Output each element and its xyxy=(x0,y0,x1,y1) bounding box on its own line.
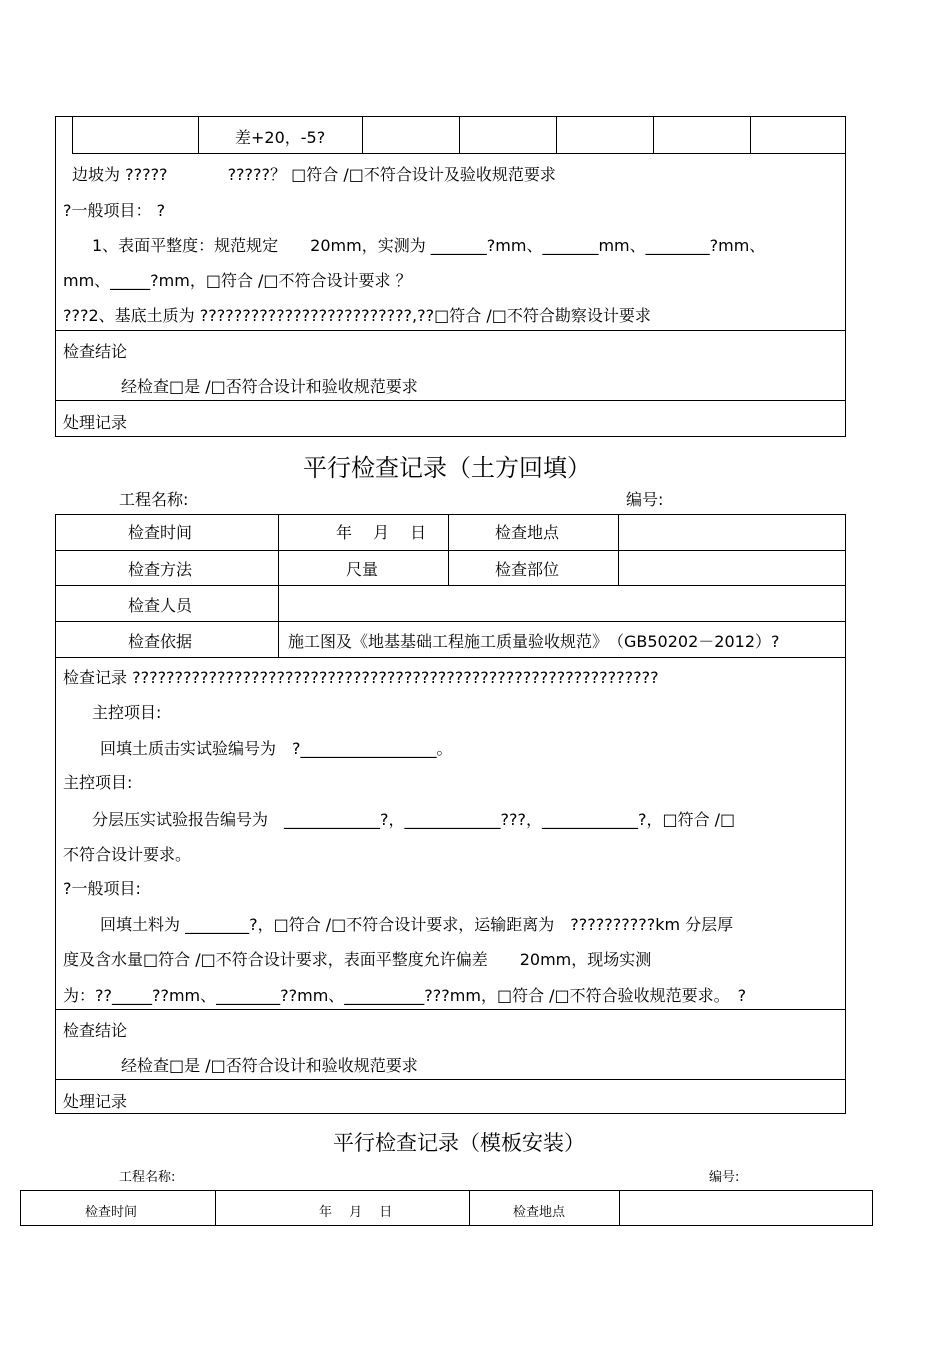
conclusion-text-2: 经检查□是 /□否符合设计和验收规范要求 xyxy=(121,1056,418,1075)
time-value-2: 年 月 日 xyxy=(336,523,427,542)
flatness-line-2: mm、_____?mm，□符合 /□不符合设计要求 ？ xyxy=(63,271,412,290)
main1-text: 回填土质击实试验编号为 ?_________________。 xyxy=(100,739,453,758)
flatness-line-1: 1、表面平整度：规范规定 20mm，实测为 _______?mm、_______mm、________?mm、 xyxy=(92,236,766,255)
conclusion-label-1: 检查结论 xyxy=(63,342,128,361)
general-line-1: 回填土料为 ________?，□符合 /□不符合设计要求，运输距离为 ??????????km 分层厚 xyxy=(100,915,734,934)
staff-label-2: 检查人员 xyxy=(128,596,193,615)
place-label-2: 检查地点 xyxy=(495,523,560,542)
time-value-3: 年 月 日 xyxy=(319,1205,393,1220)
method-label-2: 检查方法 xyxy=(128,560,193,579)
place-label-3: 检查地点 xyxy=(513,1205,566,1220)
record-heading-2: 检查记录 ?????????????????????????????????????????????????????????????? xyxy=(63,668,659,687)
record-label-1: 处理记录 xyxy=(63,413,128,432)
part-label-2: 检查部位 xyxy=(495,560,560,579)
soil-line: ???2、基底土质为 ?????????????????????????,??□符合 /□不符合勘察设计要求 xyxy=(63,306,651,325)
main2-text-2: 不符合设计要求。 xyxy=(63,845,192,864)
main2-text: 分层压实试验报告编号为 ____________?，____________???，____________?，□符合 /□ xyxy=(92,810,736,829)
main1-heading: 主控项目: xyxy=(92,703,162,722)
section2-title: 平行检查记录（土方回填） xyxy=(303,454,591,482)
general-line-2: 度及含水量□符合 /□不符合设计要求，表面平整度允许偏差 20mm，现场实测 xyxy=(63,950,652,969)
general-heading-2: ?一般项目: xyxy=(63,879,141,898)
basis-value-2: 施工图及《地基基础工程施工质量验收规范》 （GB50202－2012）? xyxy=(288,632,780,651)
time-label-3: 检查时间 xyxy=(85,1205,138,1220)
section3-title: 平行检查记录（模板安装） xyxy=(333,1131,585,1155)
general-heading-1: ?一般项目： ? xyxy=(63,201,166,220)
main2-heading: 主控项目: xyxy=(63,773,133,792)
record-label-2: 处理记录 xyxy=(63,1092,128,1111)
project-label-2: 工程名称: xyxy=(119,490,189,509)
conclusion-text-1: 经检查□是 /□否符合设计和验收规范要求 xyxy=(121,377,418,396)
slope-value: ?????？ xyxy=(227,165,287,184)
project-label-3: 工程名称: xyxy=(119,1170,176,1185)
method-value-2: 尺量 xyxy=(346,560,379,579)
basis-label-2: 检查依据 xyxy=(128,632,193,651)
number-label-3: 编号: xyxy=(709,1170,740,1185)
number-label-2: 编号: xyxy=(626,490,664,509)
slope-result: □符合 /□不符合设计及验收规范要求 xyxy=(291,165,556,184)
section3-table xyxy=(20,1190,873,1226)
conclusion-label-2: 检查结论 xyxy=(63,1021,128,1040)
general-line-3: 为：??_____??mm、________??mm、__________???mm，□符合 /□不符合验收规范要求。 ? xyxy=(63,986,747,1005)
deviation-cell: 差+20，-5? xyxy=(235,128,326,147)
slope-text xyxy=(72,165,556,185)
time-label-2: 检查时间 xyxy=(128,523,193,542)
slope-label: 边坡为 ????? xyxy=(72,165,168,184)
